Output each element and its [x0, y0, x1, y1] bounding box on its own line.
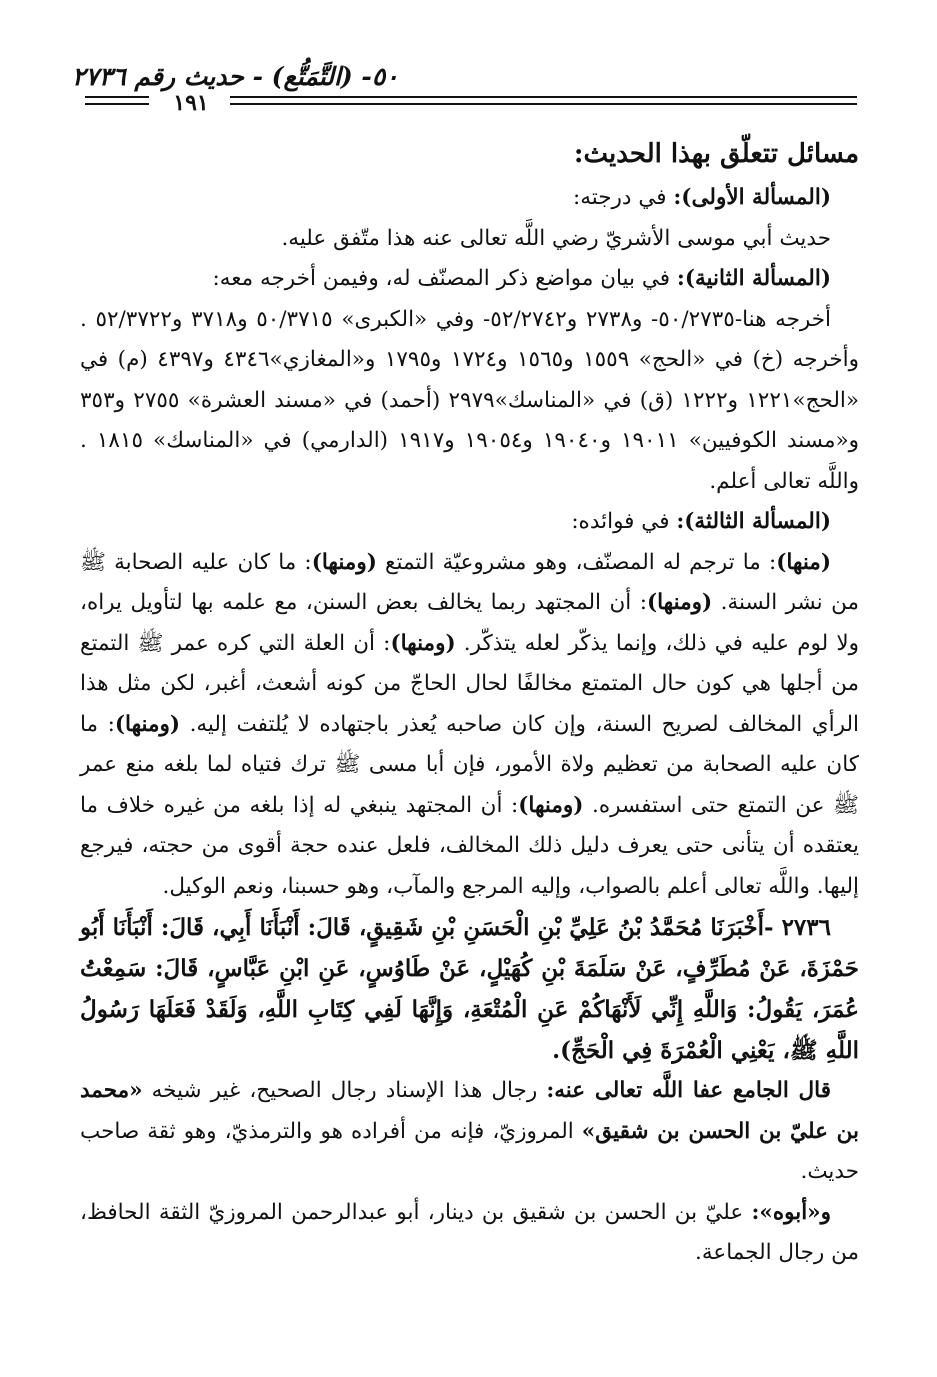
- benefit-segment: (ومنها): [518, 792, 584, 818]
- masala1-text: في درجته:: [573, 185, 674, 210]
- header-rule-line: [85, 103, 149, 105]
- masala2-body: أخرجه هنا-٥٠/٢٧٣٥- و٢٧٣٨ و٥٢/٢٧٤٢- وفي «الكبرى» ٥٠/٣٧١٥ و٣٧١٨ و٥٢/٣٧٢٢ . وأخرجه (خ) في «الحج» ١٥٥٩ و١٥٦٥ و١٧٢٤ و١٧٩٥ و«المغازي»٤٣٤٦ و٤٣٩٧ (م) في «الحج»١٢٢١ و١٢٢٢ (ق) في «المناسك»٢٩٧٩ (أحمد) في «مسند العشرة» ٢٧٥٥ و٣٥٣ و«مسند الكوفيين» ١٩٠١١ و١٩٠٤٠ و١٩٠٥٤ و١٩١٧ (الدارمي) في «المناسك» ١٨١٥ . واللَّه تعالى أعلم.: [80, 306, 860, 494]
- header-rule-line: [230, 96, 857, 98]
- masala2-text: في بيان مواضع ذكر المصنّف له، وفيمن أخرجه معه:: [212, 266, 677, 291]
- benefit-segment: (ومنها): [646, 590, 713, 615]
- commentary-text: المروزيّ، فإنه من أفراده هو والترمذيّ، وهو ثقة صاحب حديث.: [80, 1118, 859, 1184]
- father-label: و«أبوه»:: [751, 1199, 831, 1225]
- page-body: [80, 132, 859, 1274]
- benefit-segment: : أن المجتهد ربما يخالف بعض السنن، مع علمه بها لتأويل يراه، ولا لوم عليه في ذلك، وإنما يذكّر لعله يتذكّر.: [80, 590, 859, 656]
- masala3-heading: [80, 502, 859, 543]
- masala3-label: (المسألة الثالثة):: [676, 509, 831, 534]
- commentary-label: قال الجامع عفا اللَّه تعالى عنه:: [546, 1078, 831, 1103]
- masala1-body: حديث أبي موسى الأشريّ رضي اللَّه تعالى عنه هذا متّفق عليه.: [281, 225, 831, 251]
- father-paragraph: [80, 1193, 859, 1274]
- page-number: ١٩١: [173, 90, 209, 116]
- father-text: عليّ بن الحسن بن شقيق بن دينار، أبو عبدالرحمن المروزيّ الثقة الحافظ، من رجال الجماعة.: [80, 1199, 859, 1265]
- masala3-body: [80, 543, 859, 908]
- masala1-heading: [80, 178, 859, 219]
- benefit-segment: (ومنها): [390, 630, 456, 656]
- benefit-segment: (منها): [776, 549, 831, 575]
- masala1-label: (المسألة الأولى):: [673, 185, 831, 210]
- header-rule: [85, 90, 857, 116]
- benefit-segment: : أن العلة التي كره عمر ﷺ التمتع من أجلها هي كون حال المتمتع مخالفًا لحال الحاجّ من كونه أشعث، أغبر، لكن مثل هذا الرأي المخالف لصريح السنة، وإن كان صاحبه يُعذر باجتهاده لا يُلتفت إليه.: [80, 630, 859, 737]
- header-rule-line: [85, 96, 149, 98]
- header-rule-line: [230, 103, 857, 105]
- benefit-segment: : ما ترجم له المصنّف، وهو مشروعيّة التمتع: [376, 549, 777, 575]
- benefit-segment: (ومنها): [114, 711, 181, 737]
- benefit-segment: (ومنها): [311, 549, 377, 575]
- commentary-paragraph: [80, 1071, 859, 1193]
- section-title: مسائل تتعلّق بهذا الحديث:: [573, 139, 859, 169]
- running-title: ٥٠- (التَّمَتُّع) - حديث رقم ٢٧٣٦: [72, 62, 399, 91]
- benefit-segment: : ما كان عليه الصحابة من تعظيم ولاة الأمور، فإن أبا مسى ﷺ ترك فتياه لما بلغه منع عمر ﷺ عن التمتع حتى استفسره.: [80, 711, 859, 818]
- masala2-heading: [80, 259, 859, 300]
- hadith-text: ٢٧٣٦ -أَخْبَرَنَا مُحَمَّدُ بْنُ عَلِيِّ بْنِ الْحَسَنِ بْنِ شَقِيقٍ، قَالَ: أَنْبَأَنَا أَبِي، قَالَ: أَنْبَأَنَا أَبُو حَمْزَةَ، عَنْ مُطَرِّفٍ، عَنْ سَلَمَةَ بْنِ كُهَيْلٍ، عَنْ طَاوُسٍ، عَنِ ابْنِ عَبَّاسٍ، قَالَ: سَمِعْتُ عُمَرَ، يَقُولُ: وَاللَّهِ إِنِّي لَأَنْهَاكُمْ عَنِ الْمُتْعَةِ، وَإِنَّهَا لَفِي كِتَابِ اللَّهِ، وَلَقَدْ فَعَلَهَا رَسُولُ اللَّهِ ﷺ، يَعْنِي الْعُمْرَةَ فِي الْحَجِّ).: [80, 914, 859, 1064]
- masala3-text: في فوائده:: [571, 509, 677, 534]
- narrator-name: «محمد بن عليّ بن الحسن بن شقيق»: [80, 1078, 859, 1144]
- benefit-segment: : ما كان عليه الصحابة ﷺ من نشر السنة.: [80, 549, 860, 615]
- commentary-text: رجال هذا الإسناد رجال الصحيح، غير شيخه: [142, 1078, 547, 1103]
- running-header: [72, 55, 852, 91]
- masala2-label: (المسألة الثانية):: [676, 266, 831, 291]
- benefit-segment: : أن المجتهد ينبغي له إذا بلغه من غيره خلاف ما يعتقده أن يتأنى حتى يعرف دليل ذلك المخالف، فلعل عنده حجة أقوى من حجته، فيرجع إليها. واللَّه تعالى أعلم بالصواب، وإليه المرجع والمآب، وهو حسبنا، ونعم الوكيل.: [80, 792, 859, 899]
